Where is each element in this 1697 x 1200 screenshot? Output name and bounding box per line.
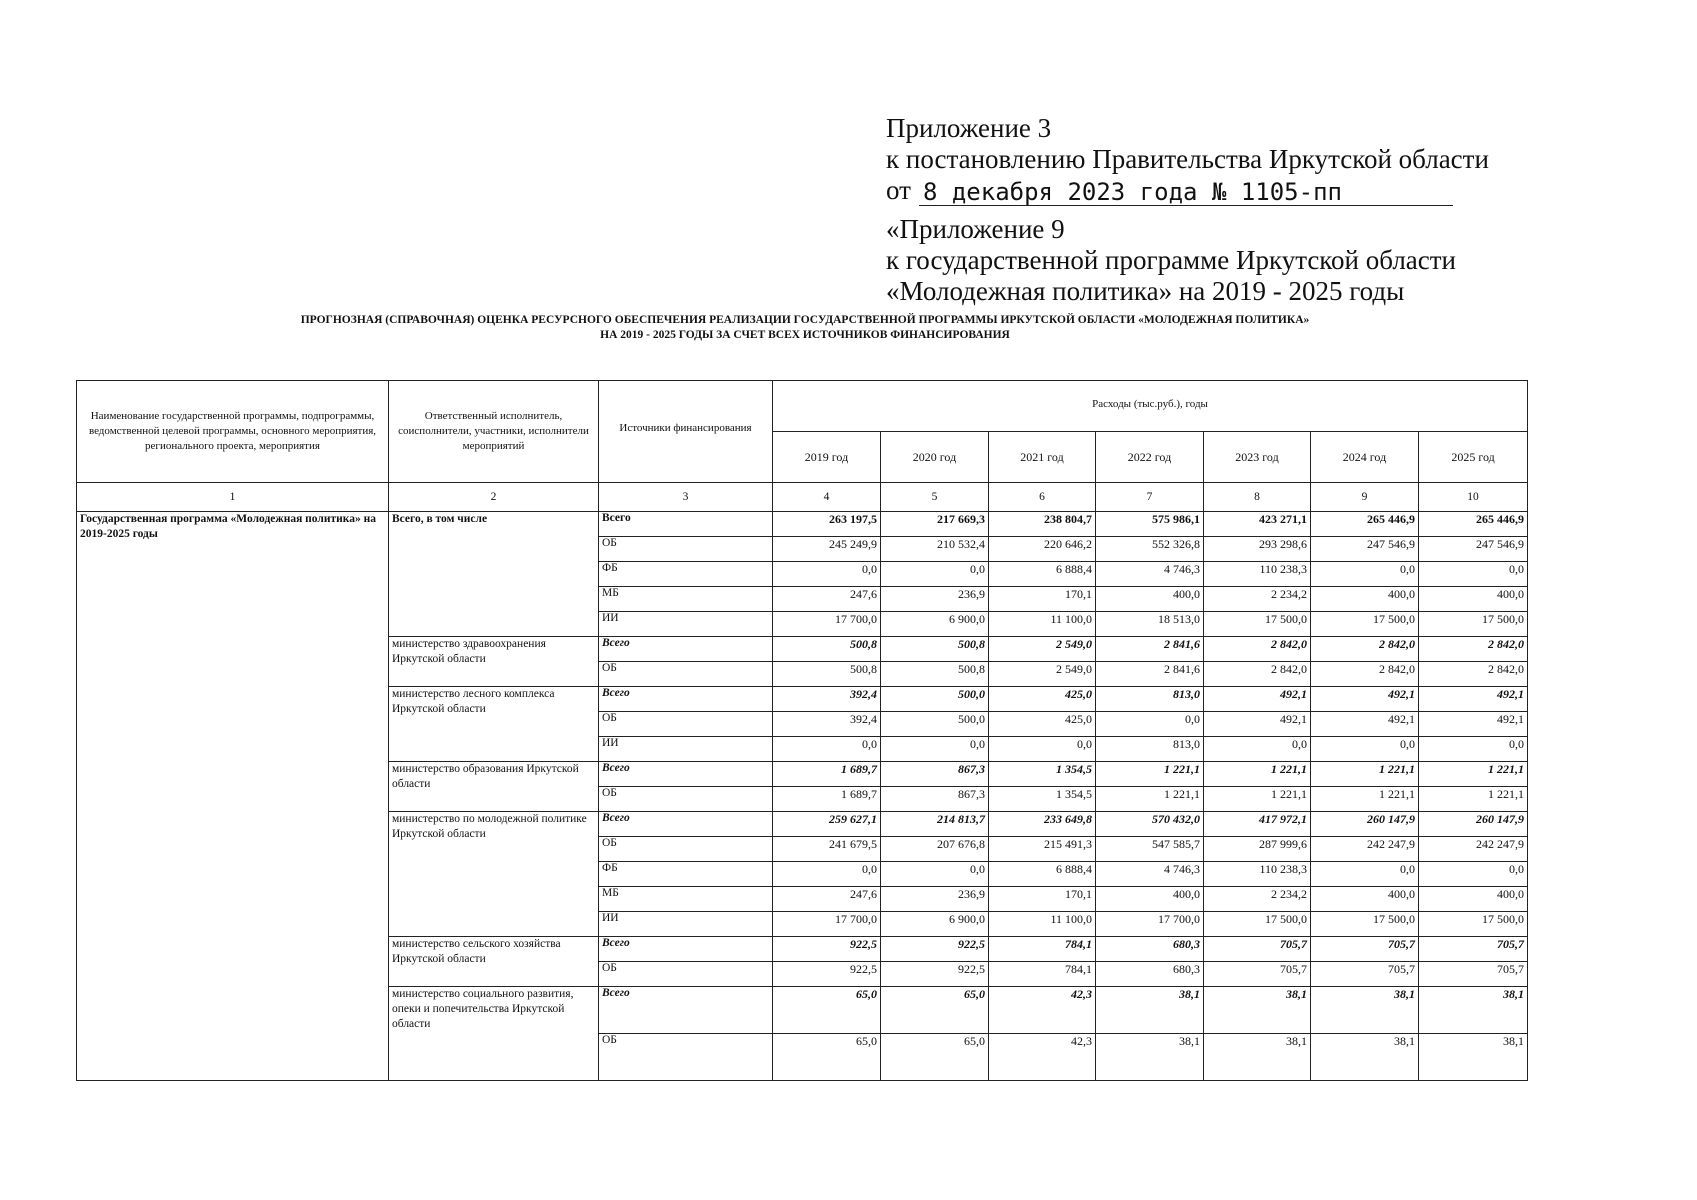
value-cell: 233 649,8 <box>989 812 1096 837</box>
value-cell: 2 842,0 <box>1204 662 1311 687</box>
value-cell: 922,5 <box>773 962 881 987</box>
value-cell: 0,0 <box>881 737 989 762</box>
value-cell: 215 491,3 <box>989 837 1096 862</box>
value-cell: 110 238,3 <box>1204 562 1311 587</box>
value-cell: 17 500,0 <box>1204 912 1311 937</box>
program-title: «Молодежная политика» на 2019 - 2025 годы <box>886 276 1405 306</box>
source-cell: МБ <box>599 887 773 912</box>
value-cell: 236,9 <box>881 887 989 912</box>
source-cell: ИИ <box>599 912 773 937</box>
value-cell: 400,0 <box>1096 887 1204 912</box>
value-cell: 922,5 <box>881 937 989 962</box>
year-header: 2023 год <box>1204 432 1311 483</box>
value-cell: 500,8 <box>773 637 881 662</box>
value-cell: 1 221,1 <box>1204 787 1311 812</box>
source-cell: Всего <box>599 812 773 837</box>
value-cell: 400,0 <box>1311 587 1419 612</box>
value-cell: 38,1 <box>1204 987 1311 1034</box>
executor-cell: министерство образования Иркутской области <box>389 762 599 812</box>
value-cell: 705,7 <box>1311 937 1419 962</box>
value-cell: 220 646,2 <box>989 537 1096 562</box>
value-cell: 2 842,0 <box>1311 662 1419 687</box>
source-cell: МБ <box>599 587 773 612</box>
date-prefix: от <box>886 175 911 205</box>
value-cell: 1 221,1 <box>1419 787 1528 812</box>
value-cell: 400,0 <box>1311 887 1419 912</box>
value-cell: 11 100,0 <box>989 912 1096 937</box>
value-cell: 241 679,5 <box>773 837 881 862</box>
year-header: 2025 год <box>1419 432 1528 483</box>
value-cell: 65,0 <box>773 987 881 1034</box>
value-cell: 1 354,5 <box>989 787 1096 812</box>
value-cell: 38,1 <box>1419 987 1528 1034</box>
document-header <box>886 113 1586 307</box>
value-cell: 38,1 <box>1204 1034 1311 1081</box>
value-cell: 0,0 <box>1419 862 1528 887</box>
value-cell: 2 549,0 <box>989 662 1096 687</box>
value-cell: 784,1 <box>989 962 1096 987</box>
executor-cell: министерство по молодежной политике Иркутской области <box>389 812 599 937</box>
value-cell: 0,0 <box>1419 562 1528 587</box>
value-cell: 0,0 <box>1311 562 1419 587</box>
value-cell: 500,0 <box>881 712 989 737</box>
decree-date-line <box>886 175 1586 206</box>
value-cell: 0,0 <box>1204 737 1311 762</box>
value-cell: 400,0 <box>1419 587 1528 612</box>
value-cell: 65,0 <box>881 987 989 1034</box>
value-cell: 0,0 <box>881 562 989 587</box>
value-cell: 0,0 <box>773 562 881 587</box>
year-header: 2021 год <box>989 432 1096 483</box>
value-cell: 0,0 <box>989 737 1096 762</box>
value-cell: 6 888,4 <box>989 862 1096 887</box>
value-cell: 17 700,0 <box>1096 912 1204 937</box>
value-cell: 922,5 <box>881 962 989 987</box>
col-index: 10 <box>1419 483 1528 512</box>
value-cell: 17 700,0 <box>773 912 881 937</box>
value-cell: 38,1 <box>1096 987 1204 1034</box>
value-cell: 922,5 <box>773 937 881 962</box>
value-cell: 245 249,9 <box>773 537 881 562</box>
value-cell: 705,7 <box>1204 962 1311 987</box>
year-header: 2024 год <box>1311 432 1419 483</box>
value-cell: 4 746,3 <box>1096 862 1204 887</box>
value-cell: 242 247,9 <box>1311 837 1419 862</box>
value-cell: 42,3 <box>989 987 1096 1034</box>
value-cell: 705,7 <box>1419 937 1528 962</box>
col-header-source: Источники финансирования <box>599 381 773 483</box>
value-cell: 242 247,9 <box>1419 837 1528 862</box>
col-header-name: Наименование государственной программы, подпрограммы, ведомственной целевой программы, основного мероприятия, регионального проекта, мероприятия <box>77 381 389 483</box>
value-cell: 425,0 <box>989 712 1096 737</box>
value-cell: 867,3 <box>881 787 989 812</box>
source-cell: ОБ <box>599 1034 773 1081</box>
source-cell: ИИ <box>599 612 773 637</box>
value-cell: 110 238,3 <box>1204 862 1311 887</box>
value-cell: 705,7 <box>1311 962 1419 987</box>
value-cell: 492,1 <box>1311 687 1419 712</box>
value-cell: 247,6 <box>773 887 881 912</box>
value-cell: 500,0 <box>881 687 989 712</box>
col-index: 2 <box>389 483 599 512</box>
value-cell: 552 326,8 <box>1096 537 1204 562</box>
value-cell: 400,0 <box>1096 587 1204 612</box>
source-cell: Всего <box>599 512 773 537</box>
value-cell: 492,1 <box>1419 712 1528 737</box>
value-cell: 65,0 <box>773 1034 881 1081</box>
header-row-index <box>77 483 1528 512</box>
value-cell: 17 500,0 <box>1419 912 1528 937</box>
source-cell: ОБ <box>599 837 773 862</box>
value-cell: 1 689,7 <box>773 762 881 787</box>
value-cell: 265 446,9 <box>1419 512 1528 537</box>
value-cell: 1 689,7 <box>773 787 881 812</box>
source-cell: Всего <box>599 987 773 1034</box>
source-cell: ОБ <box>599 787 773 812</box>
value-cell: 17 500,0 <box>1311 612 1419 637</box>
value-cell: 6 888,4 <box>989 562 1096 587</box>
value-cell: 784,1 <box>989 937 1096 962</box>
source-cell: ИИ <box>599 737 773 762</box>
value-cell: 492,1 <box>1204 712 1311 737</box>
executor-cell: Всего, в том числе <box>389 512 599 637</box>
col-index: 9 <box>1311 483 1419 512</box>
value-cell: 2 234,2 <box>1204 587 1311 612</box>
value-cell: 425,0 <box>989 687 1096 712</box>
value-cell: 0,0 <box>1419 737 1528 762</box>
value-cell: 1 221,1 <box>1096 762 1204 787</box>
value-cell: 6 900,0 <box>881 612 989 637</box>
value-cell: 547 585,7 <box>1096 837 1204 862</box>
value-cell: 2 841,6 <box>1096 637 1204 662</box>
funding-table <box>76 380 1528 1081</box>
value-cell: 1 221,1 <box>1096 787 1204 812</box>
value-cell: 2 234,2 <box>1204 887 1311 912</box>
value-cell: 813,0 <box>1096 687 1204 712</box>
value-cell: 4 746,3 <box>1096 562 1204 587</box>
value-cell: 17 500,0 <box>1204 612 1311 637</box>
value-cell: 400,0 <box>1419 887 1528 912</box>
document-title-line-1: ПРОГНОЗНАЯ (СПРАВОЧНАЯ) ОЦЕНКА РЕСУРСНОГО ОБЕСПЕЧЕНИЯ РЕАЛИЗАЦИИ ГОСУДАРСТВЕННОЙ ПРОГРАММЫ ИРКУТСКОЙ ОБЛАСТИ «МОЛОДЕЖНАЯ ПОЛИТИКА» <box>300 314 1310 326</box>
source-cell: ОБ <box>599 537 773 562</box>
col-index: 3 <box>599 483 773 512</box>
value-cell: 170,1 <box>989 887 1096 912</box>
value-cell: 247 546,9 <box>1419 537 1528 562</box>
value-cell: 265 446,9 <box>1311 512 1419 537</box>
document-title <box>80 313 1530 343</box>
value-cell: 0,0 <box>1311 862 1419 887</box>
value-cell: 65,0 <box>881 1034 989 1081</box>
value-cell: 217 669,3 <box>881 512 989 537</box>
value-cell: 0,0 <box>881 862 989 887</box>
value-cell: 247 546,9 <box>1311 537 1419 562</box>
source-cell: ФБ <box>599 862 773 887</box>
value-cell: 492,1 <box>1311 712 1419 737</box>
value-cell: 500,8 <box>773 662 881 687</box>
year-header: 2022 год <box>1096 432 1204 483</box>
value-cell: 0,0 <box>1311 737 1419 762</box>
value-cell: 705,7 <box>1204 937 1311 962</box>
executor-cell: министерство лесного комплекса Иркутской области <box>389 687 599 762</box>
value-cell: 492,1 <box>1419 687 1528 712</box>
value-cell: 1 221,1 <box>1204 762 1311 787</box>
year-header: 2020 год <box>881 432 989 483</box>
value-cell: 867,3 <box>881 762 989 787</box>
value-cell: 287 999,6 <box>1204 837 1311 862</box>
source-cell: ОБ <box>599 712 773 737</box>
value-cell: 247,6 <box>773 587 881 612</box>
executor-cell: министерство социального развития, опеки и попечительства Иркутской области <box>389 987 599 1081</box>
value-cell: 1 221,1 <box>1311 787 1419 812</box>
value-cell: 210 532,4 <box>881 537 989 562</box>
value-cell: 17 700,0 <box>773 612 881 637</box>
value-cell: 170,1 <box>989 587 1096 612</box>
decree-date: 8 декабря 2023 года № 1105-пп <box>919 179 1453 206</box>
executor-cell: министерство здравоохранения Иркутской области <box>389 637 599 687</box>
col-header-expenses: Расходы (тыс.руб.), годы <box>773 381 1528 432</box>
program-name-cell: Государственная программа «Молодежная политика» на 2019-2025 годы <box>77 512 389 1081</box>
value-cell: 2 842,0 <box>1419 662 1528 687</box>
value-cell: 392,4 <box>773 712 881 737</box>
value-cell: 0,0 <box>1096 712 1204 737</box>
value-cell: 17 500,0 <box>1311 912 1419 937</box>
appendix-9-title: «Приложение 9 <box>886 214 1065 244</box>
value-cell: 417 972,1 <box>1204 812 1311 837</box>
value-cell: 813,0 <box>1096 737 1204 762</box>
col-index: 1 <box>77 483 389 512</box>
value-cell: 2 842,0 <box>1311 637 1419 662</box>
source-cell: ОБ <box>599 962 773 987</box>
value-cell: 0,0 <box>773 737 881 762</box>
value-cell: 238 804,7 <box>989 512 1096 537</box>
value-cell: 38,1 <box>1419 1034 1528 1081</box>
source-cell: Всего <box>599 687 773 712</box>
value-cell: 2 842,0 <box>1419 637 1528 662</box>
value-cell: 260 147,9 <box>1311 812 1419 837</box>
value-cell: 17 500,0 <box>1419 612 1528 637</box>
value-cell: 1 221,1 <box>1419 762 1528 787</box>
value-cell: 214 813,7 <box>881 812 989 837</box>
value-cell: 492,1 <box>1204 687 1311 712</box>
value-cell: 2 842,0 <box>1204 637 1311 662</box>
source-cell: Всего <box>599 637 773 662</box>
year-header: 2019 год <box>773 432 881 483</box>
source-cell: ОБ <box>599 662 773 687</box>
value-cell: 259 627,1 <box>773 812 881 837</box>
value-cell: 500,8 <box>881 637 989 662</box>
value-cell: 2 841,6 <box>1096 662 1204 687</box>
value-cell: 570 432,0 <box>1096 812 1204 837</box>
col-index: 6 <box>989 483 1096 512</box>
col-index: 5 <box>881 483 989 512</box>
col-header-executor: Ответственный исполнитель, соисполнители, участники, исполнители мероприятий <box>389 381 599 483</box>
value-cell: 38,1 <box>1311 1034 1419 1081</box>
appendix-number: Приложение 3 <box>886 113 1052 143</box>
source-cell: ФБ <box>599 562 773 587</box>
value-cell: 38,1 <box>1311 987 1419 1034</box>
value-cell: 38,1 <box>1096 1034 1204 1081</box>
executor-cell: министерство сельского хозяйства Иркутской области <box>389 937 599 987</box>
value-cell: 18 513,0 <box>1096 612 1204 637</box>
value-cell: 1 354,5 <box>989 762 1096 787</box>
decree-reference: к постановлению Правительства Иркутской области <box>886 144 1489 174</box>
value-cell: 236,9 <box>881 587 989 612</box>
value-cell: 207 676,8 <box>881 837 989 862</box>
source-cell: Всего <box>599 762 773 787</box>
document-title-line-2: НА 2019 - 2025 ГОДЫ ЗА СЧЕТ ВСЕХ ИСТОЧНИКОВ ФИНАНСИРОВАНИЯ <box>600 329 1010 341</box>
col-index: 4 <box>773 483 881 512</box>
value-cell: 500,8 <box>881 662 989 687</box>
value-cell: 423 271,1 <box>1204 512 1311 537</box>
value-cell: 705,7 <box>1419 962 1528 987</box>
value-cell: 680,3 <box>1096 962 1204 987</box>
source-cell: Всего <box>599 937 773 962</box>
table-row <box>77 512 1528 537</box>
value-cell: 1 221,1 <box>1311 762 1419 787</box>
value-cell: 11 100,0 <box>989 612 1096 637</box>
program-reference: к государственной программе Иркутской области <box>886 245 1457 275</box>
value-cell: 2 549,0 <box>989 637 1096 662</box>
value-cell: 575 986,1 <box>1096 512 1204 537</box>
value-cell: 263 197,5 <box>773 512 881 537</box>
col-index: 7 <box>1096 483 1204 512</box>
value-cell: 260 147,9 <box>1419 812 1528 837</box>
header-row-1 <box>77 381 1528 432</box>
value-cell: 392,4 <box>773 687 881 712</box>
value-cell: 6 900,0 <box>881 912 989 937</box>
col-index: 8 <box>1204 483 1311 512</box>
value-cell: 680,3 <box>1096 937 1204 962</box>
value-cell: 0,0 <box>773 862 881 887</box>
value-cell: 42,3 <box>989 1034 1096 1081</box>
value-cell: 293 298,6 <box>1204 537 1311 562</box>
